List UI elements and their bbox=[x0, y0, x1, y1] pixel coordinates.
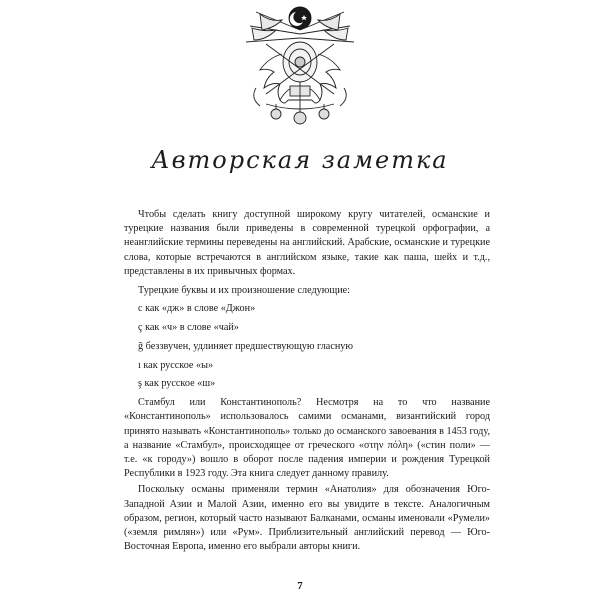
paragraph-letters-lead: Турецкие буквы и их произношение следующие: bbox=[138, 285, 351, 297]
letter-item: ş как русское «ш» bbox=[138, 378, 216, 390]
letter-item: ğ беззвучен, удлиняет предшествующую гласную bbox=[138, 340, 353, 352]
letter-item: ç как «ч» в слове «чай» bbox=[138, 322, 239, 334]
paragraph-istanbul: Стамбул или Константинополь? Несмотря на то что название «Константинополь» использовалось самими османами, византийский город принято называть «Константинополь» только до османского завоевания в 1453 году, а название «Стамбул», происходящее от греческого «στην πόλη» («стин поли» — т.е. «к городу») вошло в оборот после падения империи и рождения Турецкой Республики в 1923 году. Эта книга следует данному правилу. bbox=[124, 397, 490, 480]
page-number: 7 bbox=[297, 580, 303, 592]
letter-item: c как «дж» в слове «Джон» bbox=[138, 303, 256, 315]
body-text bbox=[124, 208, 490, 554]
letter-item: ı как русское «ы» bbox=[138, 359, 214, 371]
ottoman-coat-of-arms-icon bbox=[236, 4, 364, 132]
paragraph-anatolia: Поскольку османы применяли термин «Анатолия» для обозначения Юго-Западной Азии и Малой Азии, именно его вы увидите в тексте. Аналогичным образом, регион, который часто называют Балканами, османы именовали «Румели» («земля римлян») или «Рум». Приблизительный английский перевод — Юго-Восточная Европа, именно его выбрали авторы книги. bbox=[124, 484, 490, 553]
paragraph-intro: Чтобы сделать книгу доступной широкому кругу читателей, османские и турецкие названия были приведены в современной турецкой орфографии, а неанглийские термины переведены на английский. Арабские, османские и турецкие слова, которые встречаются в английском языке, такие как паша, шейх и т.д., представлены в их привычных формах. bbox=[124, 209, 490, 277]
page-title: Авторская заметка bbox=[151, 146, 449, 174]
title-underline bbox=[180, 177, 420, 178]
